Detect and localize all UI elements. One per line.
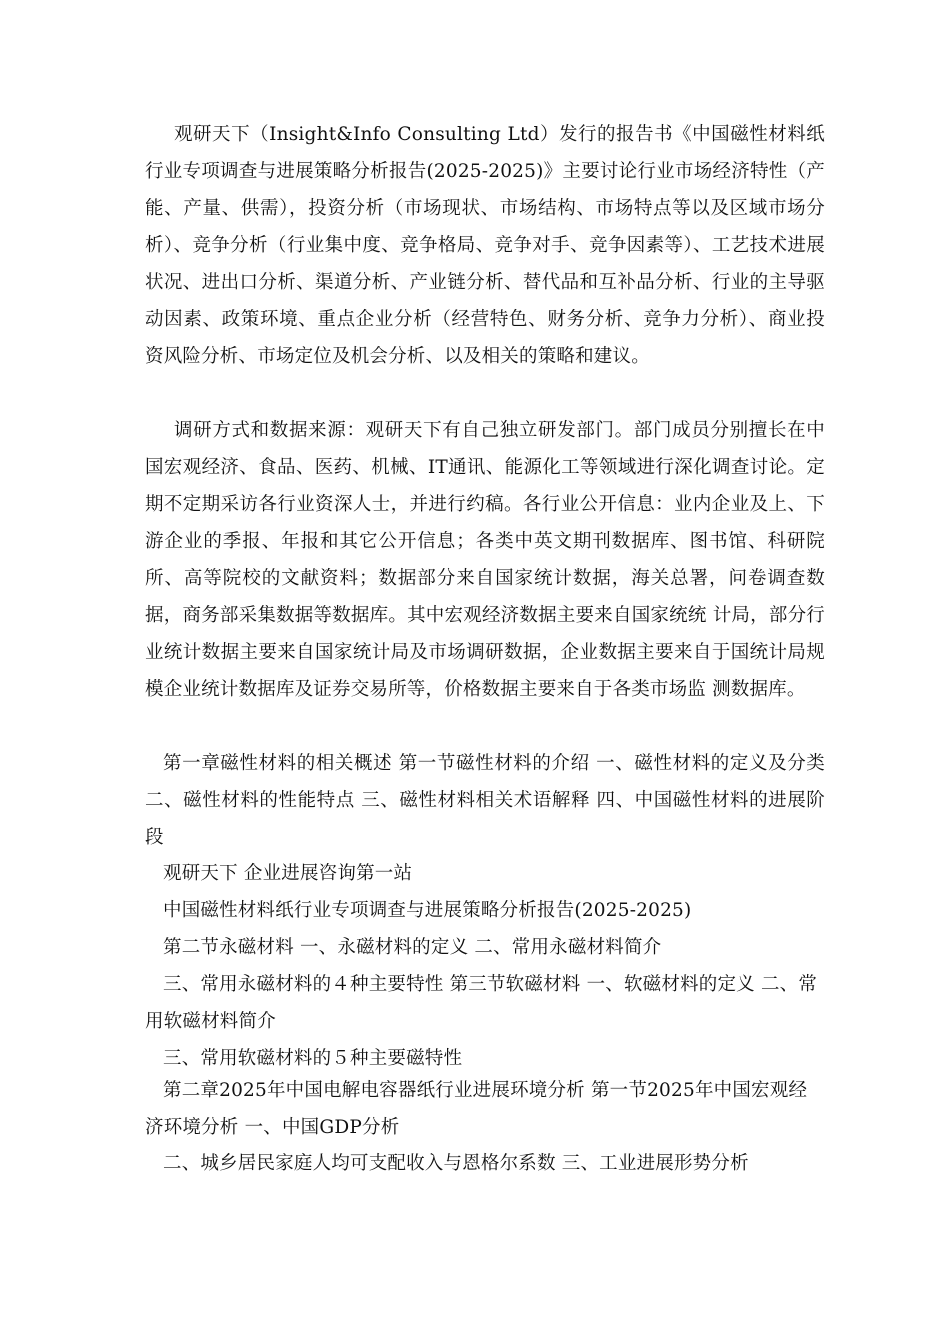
- toc-section-3: 三、常用永磁材料的４种主要特性 第三节软磁材料 一、软磁材料的定义 二、常用软磁材料简介: [145, 974, 818, 1032]
- toc-section-2: 第二节永磁材料 一、永磁材料的定义 二、常用永磁材料简介: [163, 937, 662, 958]
- intro-paragraph: 观研天下（Insight&Info Consulting Ltd）发行的报告书《中国磁性材料纸行业专项调查与进展策略分析报告(2025-2025)》主要讨论行业市场经济特性（产能、产量、供需），投资分析（市场现状、市场结构、市场特点等以及区域市场分析）、竞争分析（行业集中度、竞争格局、竞争对手、竞争因素等）、工艺技术进展状况、进出口分析、渠道分析、产业链分析、替代品和互补品分析、行业的主导驱动因素、政策环境、重点企业分析（经营特色、财务分析、竞争力分析）、商业投资风险分析、市场定位及机会分析、以及相关的策略和建议。: [145, 124, 825, 367]
- toc-chapter-2: 第二章2025年中国电解电容器纸行业进展环境分析 第一节2025年中国宏观经济环境分析 一、中国GDP分析: [145, 1080, 808, 1138]
- method-paragraph: 调研方式和数据来源：观研天下有自己独立研发部门。部门成员分别擅长在中国宏观经济、食品、医药、机械、IT通讯、能源化工等领域进行深化调查讨论。定期不定期采访各行业资深人士，并进行约稿。各行业公开信息：业内企业及上、下游企业的季报、年报和其它公开信息；各类中英文期刊数据库、图书馆、科研院所、高等院校的文献资料；数据部分来自国家统计数据，海关总署，问卷调查数据，商务部采集数据等数据库。其中宏观经济数据主要来自国家统统 计局，部分行业统计数据主要来自国家统计局及市场调研数据，企业数据主要来自于国统计局规模企业统计数据库及证券交易所等，价格数据主要来自于各类市场监 测数据库。: [145, 420, 825, 700]
- toc-chapter-2-items: 二、城乡居民家庭人均可支配收入与恩格尔系数 三、工业进展形势分析: [163, 1153, 749, 1174]
- toc-soft-magnetic-properties: 三、常用软磁材料的５种主要磁特性: [163, 1048, 463, 1069]
- toc-chapter-1: 第一章磁性材料的相关概述 第一节磁性材料的介绍 一、磁性材料的定义及分类 二、磁性材料的性能特点 三、磁性材料相关术语解释 四、中国磁性材料的进展阶段: [145, 753, 825, 848]
- running-header-company: 观研天下 企业进展咨询第一站: [163, 863, 413, 884]
- running-header-title: 中国磁性材料纸行业专项调查与进展策略分析报告(2025-2025): [163, 900, 692, 921]
